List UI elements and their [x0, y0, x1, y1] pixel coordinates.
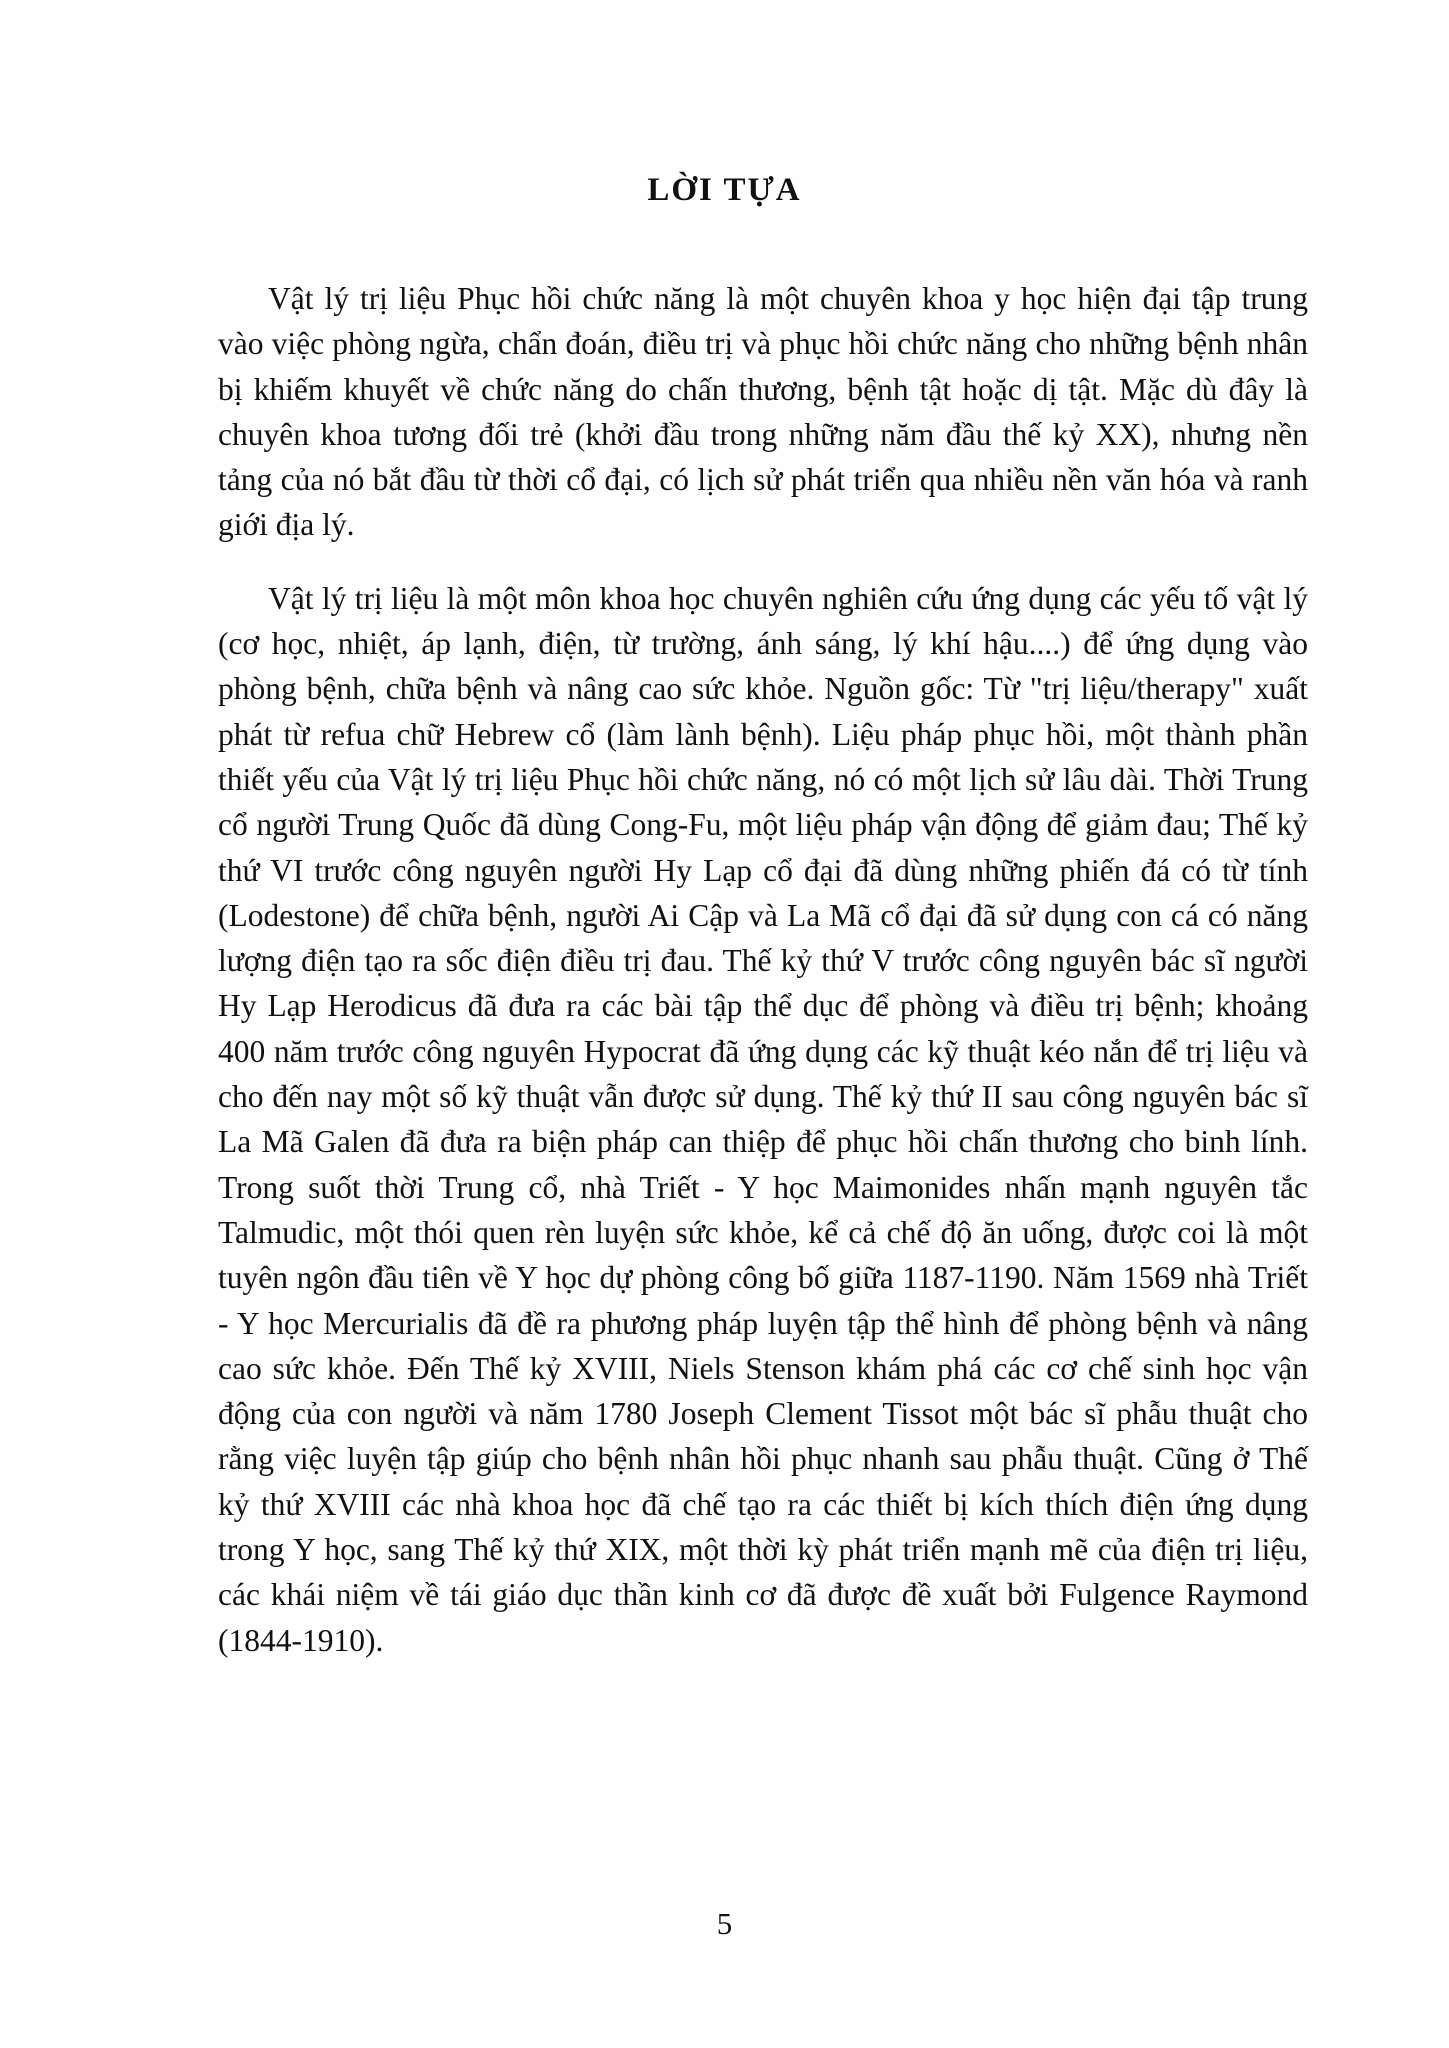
- paragraph-history: Vật lý trị liệu là một môn khoa học chuyên nghiên cứu ứng dụng các yếu tố vật lý (cơ học, nhiệt, áp lạnh, điện, từ trường, ánh sáng, lý khí hậu....) để ứng dụng vào phòng bệnh, chữa bệnh và nâng cao sức khỏe. Nguồn gốc: Từ "trị liệu/therapy" xuất phát từ refua chữ Hebrew cổ (làm lành bệnh). Liệu pháp phục hồi, một thành phần thiết yếu của Vật lý trị liệu Phục hồi chức năng, nó có một lịch sử lâu dài. Thời Trung cổ người Trung Quốc đã dùng Cong-Fu, một liệu pháp vận động để giảm đau; Thế kỷ thứ VI trước công nguyên người Hy Lạp cổ đại đã dùng những phiến đá có từ tính (Lodestone) để chữa bệnh, người Ai Cập và La Mã cổ đại đã sử dụng con cá có năng lượng điện tạo ra sốc điện điều trị đau. Thế kỷ thứ V trước công nguyên bác sĩ người Hy Lạp Herodicus đã đưa ra các bài tập thể dục để phòng và điều trị bệnh; khoảng 400 năm trước công nguyên Hypocrat đã ứng dụng các kỹ thuật kéo nắn để trị liệu và cho đến nay một số kỹ thuật vẫn được sử dụng. Thế kỷ thứ II sau công nguyên bác sĩ La Mã Galen đã đưa ra biện pháp can thiệp để phục hồi chấn thương cho binh lính. Trong suốt thời Trung cổ, nhà Triết - Y học Maimonides nhấn mạnh nguyên tắc Talmudic, một thói quen rèn luyện sức khỏe, kể cả chế độ ăn uống, được coi là một tuyên ngôn đầu tiên về Y học dự phòng công bố giữa 1187-1190. Năm 1569 nhà Triết - Y học Mercurialis đã đề ra phương pháp luyện tập thể hình để phòng bệnh và nâng cao sức khỏe. Đến Thế kỷ XVIII, Niels Stenson khám phá các cơ chế sinh học vận động của con người và năm 1780 Joseph Clement Tissot một bác sĩ phẫu thuật cho rằng việc luyện tập giúp cho bệnh nhân hồi phục nhanh sau phẫu thuật. Cũng ở Thế kỷ thứ XVIII các nhà khoa học đã chế tạo ra các thiết bị kích thích điện ứng dụng trong Y học, sang Thế kỷ thứ XIX, một thời kỳ phát triển mạnh mẽ của điện trị liệu, các khái niệm về tái giáo dục thần kinh cơ đã được đề xuất bởi Fulgence Raymond (1844-1910).: [218, 580, 1308, 1658]
- paragraph-introduction: Vật lý trị liệu Phục hồi chức năng là một chuyên khoa y học hiện đại tập trung vào việc phòng ngừa, chẩn đoán, điều trị và phục hồi chức năng cho những bệnh nhân bị khiếm khuyết về chức năng do chấn thương, bệnh tật hoặc dị tật. Mặc dù đây là chuyên khoa tương đối trẻ (khởi đầu trong những năm đầu thế kỷ XX), nhưng nền tảng của nó bắt đầu từ thời cổ đại, có lịch sử phát triển qua nhiều nền văn hóa và ranh giới địa lý.: [218, 281, 1308, 543]
- page-number: 5: [716, 1906, 733, 1941]
- page-title: LỜI TỰA: [647, 172, 802, 208]
- body-text: [218, 276, 1308, 1663]
